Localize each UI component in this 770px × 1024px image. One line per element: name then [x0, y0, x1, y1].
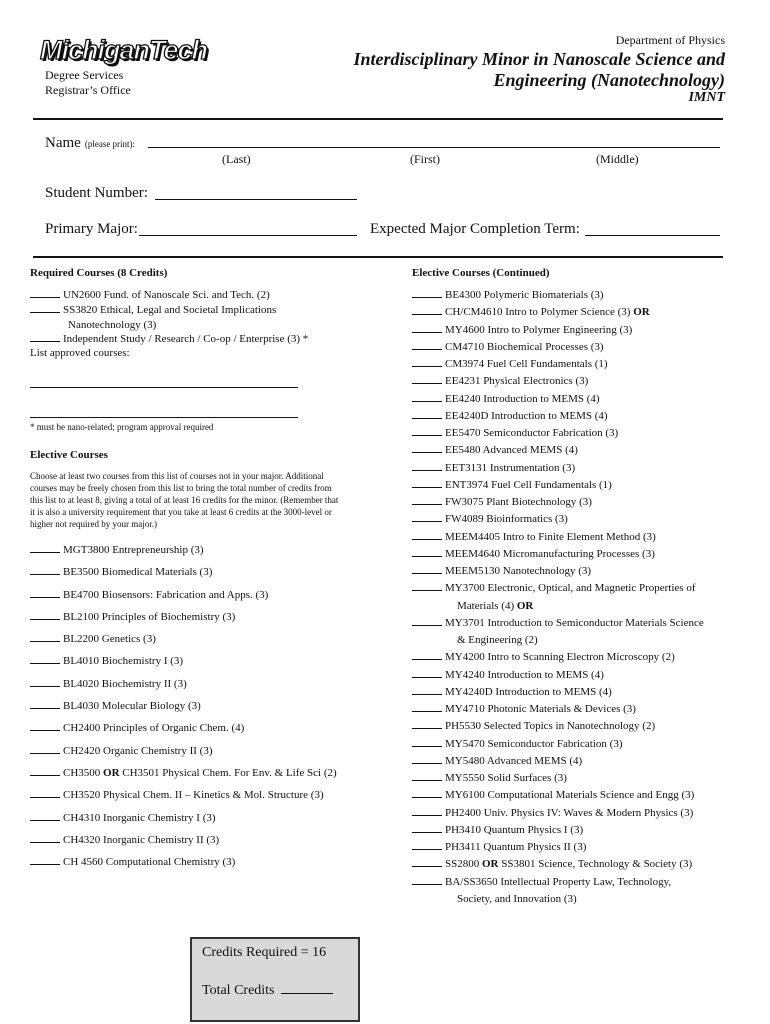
- list-item: BL4030 Molecular Biology (3): [30, 699, 337, 721]
- name-field[interactable]: [148, 135, 720, 148]
- checkbox-blank[interactable]: [412, 616, 442, 626]
- checkbox-blank[interactable]: [30, 788, 60, 798]
- list-item: CH2400 Principles of Organic Chem. (4): [30, 721, 337, 743]
- list-item: BA/SS3650 Intellectual Property Law, Technology,: [412, 875, 704, 892]
- name-label: Name: [45, 135, 81, 151]
- checkbox-blank[interactable]: [412, 685, 442, 695]
- checkbox-blank[interactable]: [412, 530, 442, 540]
- total-credits-label: Total Credits: [202, 983, 275, 998]
- list-item: MY3700 Electronic, Optical, and Magnetic Properties of: [412, 581, 704, 598]
- checkbox-blank[interactable]: [30, 855, 60, 865]
- checkbox-blank[interactable]: [30, 833, 60, 843]
- checkbox-blank[interactable]: [30, 610, 60, 620]
- list-item-cont: Society, and Innovation (3): [457, 892, 577, 905]
- approved-course-field-2[interactable]: [30, 408, 298, 418]
- list-item: EET3131 Instrumentation (3): [412, 461, 704, 478]
- credits-required: Credits Required = 16: [202, 945, 327, 960]
- list-item: MY4710 Photonic Materials & Devices (3): [412, 702, 704, 719]
- required-item: UN2600 Fund. of Nanoscale Sci. and Tech. (2): [30, 288, 270, 302]
- name-hint: (please print):: [84, 139, 136, 149]
- list-item: CH3520 Physical Chem. II – Kinetics & Mol. Structure (3): [30, 788, 337, 810]
- list-item: MY5480 Advanced MEMS (4): [412, 754, 704, 771]
- checkbox-blank[interactable]: [412, 461, 442, 471]
- divider-top: [33, 118, 723, 120]
- checkbox-blank[interactable]: [412, 564, 442, 574]
- student-number-label: Student Number:: [45, 185, 148, 201]
- required-heading: Required Courses (8 Credits): [30, 267, 168, 279]
- list-item: BL4010 Biochemistry I (3): [30, 654, 337, 676]
- elective-cont-heading: Elective Courses (Continued): [412, 267, 550, 279]
- list-item: MY6100 Computational Materials Science and Engg (3): [412, 788, 704, 805]
- checkbox-blank[interactable]: [30, 565, 60, 575]
- list-item: SS2800 OR SS3801 Science, Technology & Society (3): [412, 857, 704, 874]
- list-item: CH 4560 Computational Chemistry (3): [30, 855, 337, 877]
- student-number-field[interactable]: [155, 187, 357, 200]
- checkbox-blank[interactable]: [30, 744, 60, 754]
- completion-term-label: Expected Major Completion Term:: [370, 221, 580, 237]
- list-item: PH3411 Quantum Physics II (3): [412, 840, 704, 857]
- checkbox-blank[interactable]: [30, 288, 60, 298]
- list-item: PH3410 Quantum Physics I (3): [412, 823, 704, 840]
- list-item: BE4700 Biosensors: Fabrication and Apps. (3): [30, 588, 337, 610]
- list-item: EE4231 Physical Electronics (3): [412, 374, 704, 391]
- michigan-tech-logo: MichiganTech: [40, 35, 208, 65]
- elective-list: [30, 543, 337, 877]
- department: Department of Physics: [615, 33, 725, 47]
- checkbox-blank[interactable]: [30, 654, 60, 664]
- list-item: MY4240 Introduction to MEMS (4): [412, 668, 704, 685]
- checkbox-blank[interactable]: [412, 702, 442, 712]
- list-item: PH2400 Univ. Physics IV: Waves & Modern Physics (3): [412, 806, 704, 823]
- middle-label: (Middle): [596, 152, 639, 166]
- checkbox-blank[interactable]: [30, 588, 60, 598]
- list-item: MEEM4640 Micromanufacturing Processes (3): [412, 547, 704, 564]
- checkbox-blank[interactable]: [412, 340, 442, 350]
- checkbox-blank[interactable]: [412, 323, 442, 333]
- checkbox-blank[interactable]: [412, 288, 442, 298]
- footnote: * must be nano-related; program approval required: [30, 422, 214, 432]
- total-credits-row: [202, 981, 333, 999]
- office-line-1: Degree Services: [45, 68, 124, 82]
- list-item: FW3075 Plant Biotechnology (3): [412, 495, 704, 512]
- elective-instructions: Choose at least two courses from this list of courses not in your major. Additional courses may be freely chosen from this list to bring the total number of credits from this list to at least 8, giving a total of at least 16 credits for the minor. (Remember that it is also a university requirement that you take at least 6 credits at the 3000-level or higher not required by your major.): [30, 471, 339, 529]
- list-item: BE4300 Polymeric Biomaterials (3): [412, 288, 704, 305]
- office-block: [45, 68, 131, 98]
- primary-major-field[interactable]: [139, 223, 357, 236]
- checkbox-blank[interactable]: [412, 754, 442, 764]
- list-item: ENT3974 Fuel Cell Fundamentals (1): [412, 478, 704, 495]
- list-item: CH/CM4610 Intro to Polymer Science (3) OR: [412, 305, 704, 322]
- required-item: Independent Study / Research / Co-op / Enterprise (3) *: [30, 332, 308, 346]
- list-item: MEEM5130 Nanotechnology (3): [412, 564, 704, 581]
- divider-mid: [33, 256, 723, 258]
- checkbox-blank[interactable]: [412, 443, 442, 453]
- checkbox-blank[interactable]: [412, 840, 442, 850]
- first-label: (First): [410, 152, 440, 166]
- checkbox-blank[interactable]: [30, 721, 60, 731]
- checkbox-blank[interactable]: [412, 823, 442, 833]
- list-item: MY4600 Intro to Polymer Engineering (3): [412, 323, 704, 340]
- program-code: IMNT: [688, 90, 725, 105]
- list-item: EE5480 Advanced MEMS (4): [412, 443, 704, 460]
- list-item: MY5470 Semiconductor Fabrication (3): [412, 737, 704, 754]
- list-item: CM3974 Fuel Cell Fundamentals (1): [412, 357, 704, 374]
- checkbox-blank[interactable]: [30, 677, 60, 687]
- list-item: MY4240D Introduction to MEMS (4): [412, 685, 704, 702]
- checkbox-blank[interactable]: [412, 806, 442, 816]
- list-item: CM4710 Biochemical Processes (3): [412, 340, 704, 357]
- checkbox-blank[interactable]: [412, 737, 442, 747]
- checkbox-blank[interactable]: [412, 374, 442, 384]
- checkbox-blank[interactable]: [412, 857, 442, 867]
- list-item: CH4310 Inorganic Chemistry I (3): [30, 811, 337, 833]
- checkbox-blank[interactable]: [412, 512, 442, 522]
- checkbox-blank[interactable]: [412, 875, 442, 885]
- checkbox-blank[interactable]: [412, 305, 442, 315]
- last-label: (Last): [222, 152, 251, 166]
- elective-heading: Elective Courses: [30, 449, 108, 461]
- title-line-2: Engineering (Nanotechnology): [493, 70, 725, 90]
- page-title: [305, 49, 725, 91]
- approved-courses-label: List approved courses:: [30, 347, 130, 359]
- list-item: BL4020 Biochemistry II (3): [30, 677, 337, 699]
- total-credits-field[interactable]: [281, 981, 333, 994]
- list-item: CH4320 Inorganic Chemistry II (3): [30, 833, 337, 855]
- list-item: MY3701 Introduction to Semiconductor Materials Science: [412, 616, 704, 633]
- list-item: FW4089 Bioinformatics (3): [412, 512, 704, 529]
- checkbox-blank[interactable]: [412, 547, 442, 557]
- list-item: BE3500 Biomedical Materials (3): [30, 565, 337, 587]
- checkbox-blank[interactable]: [412, 788, 442, 798]
- list-item: BL2100 Principles of Biochemistry (3): [30, 610, 337, 632]
- checkbox-blank[interactable]: [412, 719, 442, 729]
- elective-cont-list: [412, 288, 704, 909]
- list-item-cont: Materials (4) OR: [457, 599, 534, 612]
- list-item: EE4240D Introduction to MEMS (4): [412, 409, 704, 426]
- list-item-cont: & Engineering (2): [457, 634, 538, 646]
- list-item: MY5550 Solid Surfaces (3): [412, 771, 704, 788]
- list-item: MEEM4405 Intro to Finite Element Method (3): [412, 530, 704, 547]
- list-item: CH2420 Organic Chemistry II (3): [30, 744, 337, 766]
- list-item: BL2200 Genetics (3): [30, 632, 337, 654]
- title-line-1: Interdisciplinary Minor in Nanoscale Science and: [353, 49, 725, 69]
- primary-major-label: Primary Major:: [45, 221, 138, 237]
- credits-box: [190, 937, 360, 1022]
- list-item: CH3500 OR CH3501 Physical Chem. For Env. & Life Sci (2): [30, 766, 337, 788]
- list-item: MY4200 Intro to Scanning Electron Microscopy (2): [412, 650, 704, 667]
- checkbox-blank[interactable]: [30, 811, 60, 821]
- required-item-cont: Nanotechnology (3): [68, 319, 157, 331]
- checkbox-blank[interactable]: [30, 332, 60, 342]
- name-row: [45, 134, 135, 152]
- list-item: EE5470 Semiconductor Fabrication (3): [412, 426, 704, 443]
- list-item: EE4240 Introduction to MEMS (4): [412, 392, 704, 409]
- checkbox-blank[interactable]: [412, 581, 442, 591]
- checkbox-blank[interactable]: [412, 426, 442, 436]
- required-item: SS3820 Ethical, Legal and Societal Implications: [30, 303, 276, 317]
- office-line-2: Registrar’s Office: [45, 83, 131, 97]
- checkbox-blank[interactable]: [30, 303, 60, 313]
- list-item: PH5530 Selected Topics in Nanotechnology (2): [412, 719, 704, 736]
- checkbox-blank[interactable]: [412, 478, 442, 488]
- completion-term-field[interactable]: [585, 223, 720, 236]
- checkbox-blank[interactable]: [412, 668, 442, 678]
- checkbox-blank[interactable]: [30, 543, 60, 553]
- checkbox-blank[interactable]: [30, 699, 60, 709]
- list-item: MGT3800 Entrepreneurship (3): [30, 543, 337, 565]
- checkbox-blank[interactable]: [412, 357, 442, 367]
- checkbox-blank[interactable]: [412, 650, 442, 660]
- approved-course-field-1[interactable]: [30, 378, 298, 388]
- checkbox-blank[interactable]: [412, 392, 442, 402]
- checkbox-blank[interactable]: [412, 409, 442, 419]
- checkbox-blank[interactable]: [412, 495, 442, 505]
- checkbox-blank[interactable]: [412, 771, 442, 781]
- checkbox-blank[interactable]: [30, 632, 60, 642]
- checkbox-blank[interactable]: [30, 766, 60, 776]
